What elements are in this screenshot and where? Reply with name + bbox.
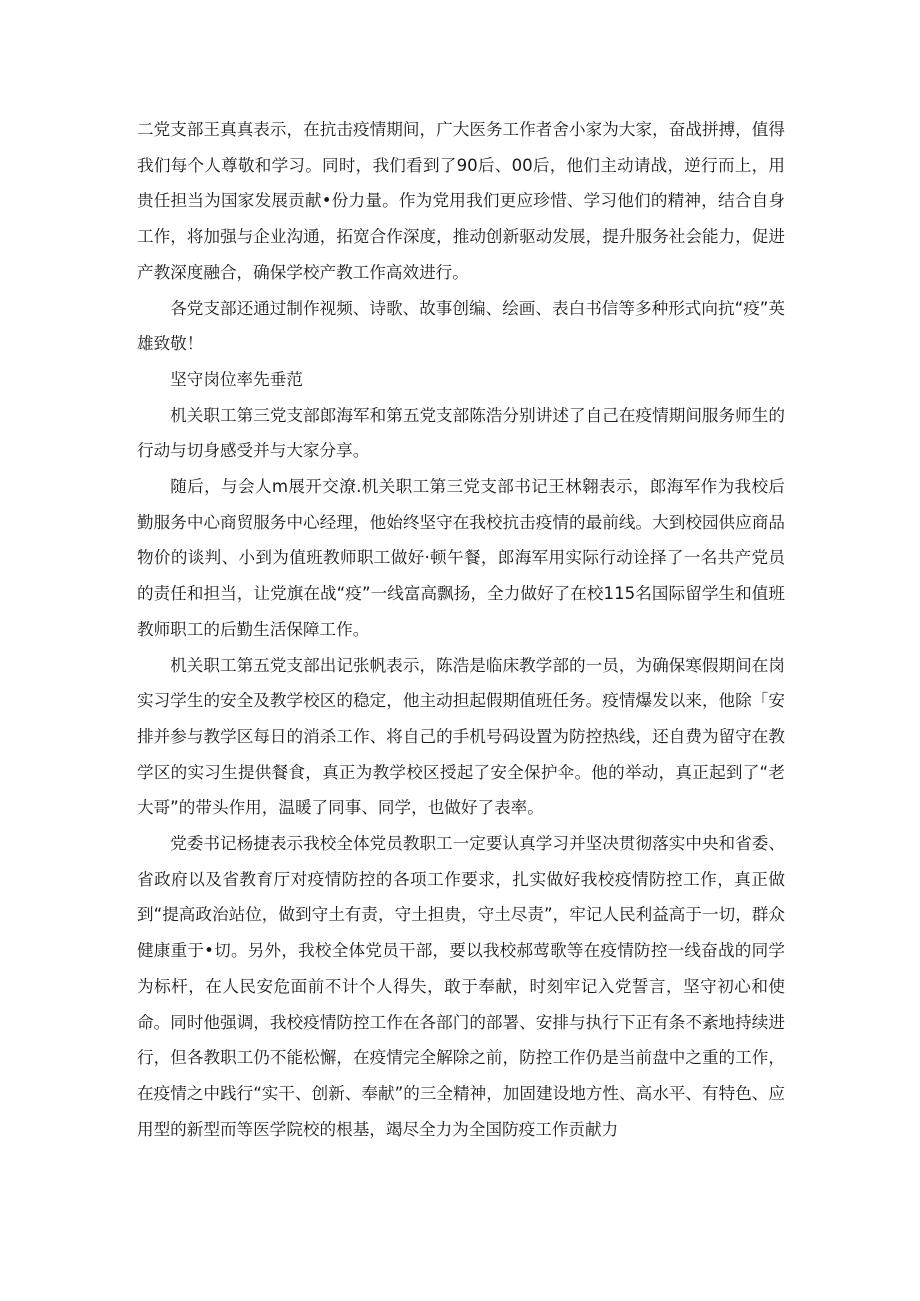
paragraph-5: 机关职工第五党支部出记张帆表示，陈浩是临床教学部的一员，为确保寒假期间在岗实习学生的安全及教学校区的稳定，他主动担起假期值班任务。疫情爆发以来，他除「安排并参与教学区每日的消杀工作、将自己的手机号码设置为防控热线，还自费为留守在教学区的实习生提供餐食，真正为教学校区授起了安全保护伞。他的举动，真正起到了“老大哥”的带头作用，温暖了同事、同学，也做好了表率。 xyxy=(137,655,785,818)
section-heading: 坚守岗位率先垂范 xyxy=(170,369,303,389)
paragraph-1: 二党支部王真真表示，在抗击疫情期间，广大医务工作者舍小家为大家，奋战拼搏，值得我们每个人尊敬和学习。同时，我们看到了90后、00后，他们主动请战，逆行而上，用贵任担当为国家发展贡献•份力量。作为党用我们更应珍惜、学习他们的精神，结合自身工作，将加强与企业沟通，拓宽合作深度，推动创新驱动发展，提升服务社会能力，促进产教深度融合，确保学校产教工作高效进行。 xyxy=(137,120,785,282)
paragraph-3: 机关职工第三党支部郎海军和第五党支部陈浩分别讲述了自己在疫情期间服务师生的行动与切身感受并与大家分享。 xyxy=(137,405,785,461)
paragraph-2: 各党支部还通过制作视频、诗歌、故事创编、绘画、表白书信等多种形式向抗“疫”英雄致敬！ xyxy=(137,298,785,354)
document-body xyxy=(137,112,785,1147)
paragraph-4: 随后，与会人m展开交潦.机关职工第三党支部书记王林翱表示，郎海军作为我校后勤服务中心商贸服务中心经理，他始终坚守在我校抗击疫情的最前线。大到校园供应商品物价的谈判、小到为值班教师职工做好·顿午餐，郎海军用实际行动诠择了一名共产党员的责任和担当，让党旗在战“疫”一线富高飘扬，全力做好了在校115名国际留学生和值班教师职工的后勤生活保障工作。 xyxy=(137,477,785,639)
paragraph-6: 党委书记杨捷表示我校全体党员教职工一定要认真学习并坚决贯彻落实中央和省委、省政府以及省教育厅对疫情防控的各项工作要求，扎实做好我校疫情防控工作，真正做到“提高政治站位，做到守土有责，守土担贵，守土尽责”，牢记人民利益高于一切，群众健康重于•切。另外，我校全体党员干部，要以我校郝莺歌等在疫情防控一线奋战的同学为标杆，在人民安危面前不计个人得失，敢于奉献，时刻牢记入党誓言，坚守初心和使命。同时他强调，我校疫情防控工作在各部门的部署、安排与执行下正有条不紊地持续进行，但各教职工仍不能松懈，在疫情完全解除之前，防控工作仍是当前盘中之重的工作，在疫情之中践行“实干、创新、奉献”的三全精神，加固建设地方性、高水平、有特色、应用型的新型而等医学院校的根基，竭尽全力为全国防疫工作贡献力 xyxy=(137,834,785,1139)
